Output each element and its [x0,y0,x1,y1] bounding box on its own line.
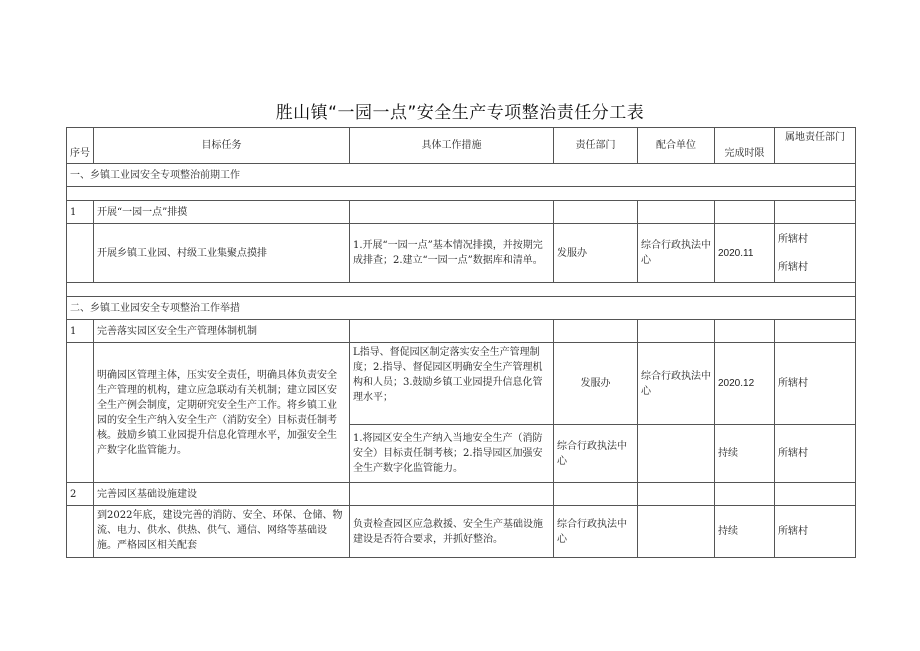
header-local: 属地责任部门 [775,128,856,164]
dept-cell: 综合行政执法中心 [554,425,638,483]
header-row [67,128,856,164]
task-cell: 到2022年底，建设完善的消防、安全、环保、仓储、物流、电力、供水、供热、供气、通信、网络等基础设施。严格园区相关配套 [94,506,350,558]
header-time: 完成时限 [715,128,775,164]
subsection-number: 1 [67,320,94,343]
local-cell: 所辖村 [775,506,856,558]
task-cell: 开展乡镇工业园、村级工业集聚点摸排 [94,224,350,283]
dept-cell: 发服办 [554,343,638,425]
dept-cell: 综合行政执法中心 [554,506,638,558]
task-cell: 明确园区管理主体，压实安全责任，明确具体负责安全生产管理的机构，建立应急联动有关机制；建立园区安全生产例会制度，定期研究安全生产工作。将乡镇工业园的安全生产纳入安全生产（消防安全）目标责任制考核。鼓励乡镇工业园提升信息化管理水平，加强安全生产数字化监管能力。 [94,343,350,483]
coop-cell [638,506,715,558]
subsection-title: 开展“一园一点”排摸 [94,201,350,224]
table-row [67,506,856,558]
local-cell: 所辖村 [775,343,856,425]
spacer-row [67,283,856,297]
dept-cell: 发服办 [554,224,638,283]
local-line-1: 所辖村 [778,233,808,245]
subsection-row [67,201,856,224]
time-cell: 持续 [715,425,775,483]
subsection-number: 1 [67,201,94,224]
local-line-2: 所辖村 [778,261,808,273]
subsection-title: 完善园区基础设施建设 [94,483,350,506]
measure-cell: 负责检查园区应急救援、安全生产基础设施建设是否符合要求，并抓好整治。 [350,506,554,558]
measure-cell: 1.开展“一园一点”基本情况排摸，并按期完成排查；2.建立“一园一点”数据库和清单。 [350,224,554,283]
coop-cell: 综合行政执法中心 [638,224,715,283]
section-title: 一、乡镇工业园安全专项整治前期工作 [67,164,856,187]
coop-cell: 综合行政执法中心 [638,343,715,425]
header-dept: 责任部门 [554,128,638,164]
local-cell: 所辖村 [775,425,856,483]
coop-cell [638,425,715,483]
header-task: 目标任务 [94,128,350,164]
subsection-number: 2 [67,483,94,506]
header-seq: 序号 [67,128,94,164]
time-cell: 持续 [715,506,775,558]
section-row [67,297,856,320]
table-row [67,224,856,283]
local-cell [775,224,856,283]
header-coop: 配合单位 [638,128,715,164]
measure-cell: 1.将园区安全生产纳入当地安全生产（消防安全）目标责任制考核；2.指导园区加强安全生产数字化监管能力。 [350,425,554,483]
subsection-row [67,483,856,506]
table-row [67,343,856,425]
time-cell: 2020.12 [715,343,775,425]
spacer-row [67,187,856,201]
time-cell: 2020.11 [715,224,775,283]
section-row [67,164,856,187]
responsibility-table [66,127,856,558]
measure-cell: L指导、督促园区制定落实安全生产管理制度；2.指导、督促园区明确安全生产管理机构和人员；3.鼓励乡镇工业园提升信息化管理水平； [350,343,554,425]
document-title: 胜山镇“一园一点”安全生产专项整治责任分工表 [275,103,645,123]
subsection-row [67,320,856,343]
subsection-title: 完善落实园区安全生产管理体制机制 [94,320,350,343]
section-title: 二、乡镇工业园安全专项整治工作举措 [67,297,856,320]
header-measures: 具体工作措施 [350,128,554,164]
